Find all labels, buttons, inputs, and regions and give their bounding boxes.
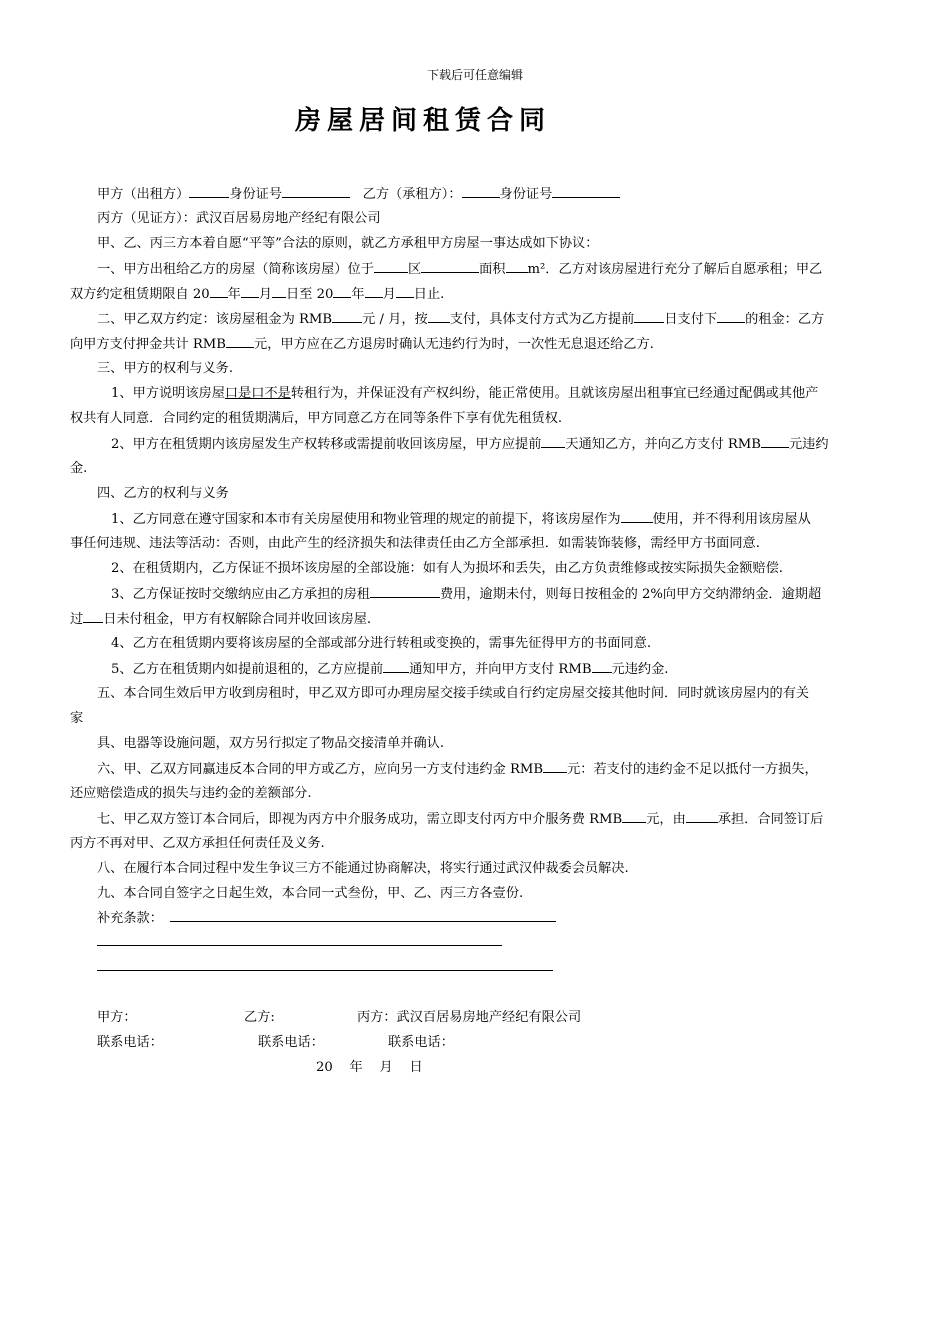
- clause-text: 一、甲方出租给乙方的房屋（简称该房屋）位于: [97, 262, 374, 277]
- clause-text: 面积: [479, 262, 506, 277]
- agency-fee-blank[interactable]: [622, 809, 646, 823]
- clause-text: 年: [351, 287, 365, 302]
- clause-text: 元：若支付的违约金不足以抵付一方损失，: [567, 762, 818, 777]
- deposit-blank[interactable]: [226, 334, 254, 348]
- payment-cycle-blank[interactable]: [428, 309, 450, 323]
- clause-5-line-2: 家: [70, 711, 84, 726]
- fees-blank[interactable]: [370, 584, 440, 598]
- party-a-id-label: 身份证号: [229, 187, 283, 202]
- clause-text: m²．乙方对该房屋进行充分了解后自愿承租；甲乙: [527, 262, 823, 277]
- clause-3-title: 三、甲方的权利与义务.: [97, 361, 234, 376]
- party-b-id-label: 身份证号: [499, 187, 553, 202]
- clause-4-5: [111, 659, 668, 680]
- clause-text: 使用，并不得利用该房屋从: [652, 512, 811, 527]
- supplement-label: 补充条款：: [97, 911, 163, 926]
- clause-4-1-line-1: [111, 509, 811, 530]
- clause-text: 3、乙方保证按时交缴纳应由乙方承担的房租: [111, 587, 370, 602]
- clause-2-line-2: [70, 334, 654, 355]
- clause-text: 元 / 月，按: [362, 312, 428, 327]
- signing-date: 20 年 月 日: [316, 1060, 423, 1075]
- clause-3-2-line-2: 金.: [70, 461, 88, 476]
- area-blank[interactable]: [506, 259, 528, 273]
- start-month-blank[interactable]: [241, 284, 259, 298]
- breach-penalty-blank[interactable]: [543, 759, 567, 773]
- clause-text: 过: [70, 612, 84, 627]
- party-a-phone-label: 联系电话：: [97, 1035, 163, 1050]
- clause-text: 的租金：乙方: [745, 312, 825, 327]
- clause-text: 天通知乙方，并向乙方支付 RMB: [565, 437, 761, 452]
- end-month-blank[interactable]: [365, 284, 383, 298]
- clause-text: 日至 20: [286, 287, 334, 302]
- clause-text: 1、乙方同意在遵守国家和本市有关房屋使用和物业管理的规定的前提下，将该房屋作为: [111, 512, 621, 527]
- document-title: 房屋居间租赁合同: [294, 106, 551, 136]
- party-c-signature-label: 丙方：武汉百居易房地产经纪有限公司: [357, 1010, 582, 1025]
- start-day-blank[interactable]: [272, 284, 286, 298]
- clause-7-line-1: [97, 809, 823, 830]
- clause-7-line-2: 丙方不再对甲、乙双方承担任何责任及义务.: [70, 836, 325, 851]
- clause-6-line-1: [97, 759, 818, 780]
- party-c-line: 丙方（见证方）：武汉百居易房地产经纪有限公司: [97, 211, 381, 226]
- clause-2-line-1: [97, 309, 824, 330]
- supplement-blank-1[interactable]: [170, 921, 556, 922]
- landlord-penalty-blank[interactable]: [761, 434, 789, 448]
- clause-text: 通知甲方，并向甲方支付 RMB: [409, 662, 592, 677]
- end-year-blank[interactable]: [333, 284, 351, 298]
- clause-4-2: 2、在租赁期内，乙方保证不损坏该房屋的全部设施：如有人为损坏和丢失，由乙方负责维修或按实际损失金额赔偿.: [111, 561, 783, 576]
- clause-text: 年: [227, 287, 241, 302]
- clause-text: 元，甲方应在乙方退房时确认无违约行为时，一次性无息退还给乙方.: [254, 337, 654, 352]
- clause-text: 承担．合同签订后: [717, 812, 824, 827]
- clause-4-4: 4、乙方在租赁期内要将该房屋的全部或部分进行转租或变换的，需事先征得甲方的书面同意.: [111, 636, 652, 651]
- clause-text: 费用，逾期未付，则每日按租金的 2%向甲方交纳滞纳金．逾期超: [439, 587, 822, 602]
- clause-6-line-2: 还应赔偿造成的损失与违约金的差额部分.: [70, 786, 312, 801]
- clause-text: 1、甲方说明该房屋: [111, 386, 225, 401]
- clause-text: 2、甲方在租赁期内该房屋发生产权转移或需提前收回该房屋，甲方应提前: [111, 437, 542, 452]
- parties-line: [97, 184, 620, 205]
- intro-paragraph: 甲、乙、丙三方本着自愿“平等”合法的原则，就乙方承租甲方房屋一事达成如下协议：: [97, 236, 599, 251]
- clause-8: 八、在履行本合同过程中发生争议三方不能通过协商解决，将实行通过武汉仲裁委会员解决.: [97, 861, 629, 876]
- clause-text: 元违约: [788, 437, 829, 452]
- clause-3-2-line-1: [111, 434, 829, 455]
- clause-text: 月: [382, 287, 396, 302]
- usage-purpose-blank[interactable]: [621, 509, 653, 523]
- sublet-checkbox-option[interactable]: 口是口不是: [224, 386, 291, 401]
- district-blank[interactable]: [374, 259, 408, 273]
- clause-1-line-2: [70, 284, 444, 305]
- header-note: 下载后可任意编辑: [426, 68, 523, 82]
- overdue-days-blank[interactable]: [83, 609, 103, 623]
- clause-4-1-line-2: 事任何违规、违法等活动：否则，由此产生的经济损失和法律责任由乙方全部承担．如需装饰装修，需经甲方书面同意.: [70, 536, 760, 551]
- rent-amount-blank[interactable]: [332, 309, 362, 323]
- clause-text: 区: [407, 262, 422, 277]
- end-day-blank[interactable]: [396, 284, 414, 298]
- party-b-signature-label: 乙方:: [244, 1010, 275, 1025]
- party-a-id-blank[interactable]: [282, 184, 350, 198]
- notice-days-blank[interactable]: [541, 434, 565, 448]
- advance-days-blank[interactable]: [634, 309, 664, 323]
- start-year-blank[interactable]: [210, 284, 228, 298]
- clause-4-title: 四、乙方的权利与义务: [97, 486, 229, 501]
- clause-text: 支付，具体支付方式为乙方提前: [449, 312, 635, 327]
- supplement-blank-3[interactable]: [97, 970, 553, 971]
- clause-text: 元违约金.: [611, 662, 669, 677]
- party-b-phone-label: 联系电话：: [258, 1035, 324, 1050]
- party-b-id-blank[interactable]: [552, 184, 620, 198]
- party-c-phone-label: 联系电话：: [388, 1035, 454, 1050]
- tenant-notice-blank[interactable]: [383, 659, 409, 673]
- clause-text: 日支付下: [664, 312, 718, 327]
- clause-text: 元，由: [646, 812, 686, 827]
- clause-text: 月: [258, 287, 273, 302]
- clause-text: 二、甲乙双方约定：该房屋租金为 RMB: [97, 312, 333, 327]
- clause-text: 七、甲乙双方签订本合同后，即视为丙方中介服务成功，需立即支付丙方中介服务费 RMB: [97, 812, 623, 827]
- clause-text: 六、甲、乙双方同赢违反本合同的甲方或乙方，应向另一方支付违约金 RMB: [97, 762, 544, 777]
- fee-payer-blank[interactable]: [686, 809, 718, 823]
- party-b-label: 乙方（承租方）：: [362, 187, 462, 202]
- clause-3-1-line-2: 权共有人同意．合同约定的租赁期满后，甲方同意乙方在同等条件下享有优先租赁权.: [70, 411, 563, 426]
- next-period-blank[interactable]: [717, 309, 745, 323]
- clause-text: 5、乙方在租赁期内如提前退租的，乙方应提前: [111, 662, 384, 677]
- party-a-signature-label: 甲方：: [97, 1010, 137, 1025]
- party-a-name-blank[interactable]: [189, 184, 229, 198]
- supplement-blank-2[interactable]: [97, 945, 502, 946]
- clause-3-1-line-1: [111, 384, 818, 404]
- location-blank[interactable]: [421, 259, 479, 273]
- clause-text: 双方约定租赁期限自 20: [70, 287, 210, 302]
- party-a-label: 甲方（出租方）: [97, 187, 190, 202]
- clause-5-line-1: 五、本合同生效后甲方收到房租时，甲乙双方即可办理房屋交接手续或自行约定房屋交接其他时间．同时就该房屋内的有关: [97, 686, 810, 701]
- clause-5-line-3: 具、电器等设施问题，双方另行拟定了物品交接清单并确认.: [97, 736, 445, 751]
- clause-text: 转租行为，并保证没有产权纠纷，能正常使用。且就该房屋出租事宜已经通过配偶或其他产: [290, 386, 819, 401]
- party-b-name-blank[interactable]: [462, 184, 500, 198]
- clause-4-3-line-2: [70, 609, 371, 630]
- clause-text: 向甲方支付押金共计 RMB: [70, 337, 227, 352]
- clause-9: 九、本合同自签字之日起生效，本合同一式叁份，甲、乙、丙三方各壹份.: [97, 886, 524, 901]
- clause-1-line-1: [97, 259, 822, 280]
- tenant-penalty-blank[interactable]: [592, 659, 612, 673]
- clause-4-3-line-1: [111, 584, 821, 605]
- clause-text: 日未付租金，甲方有权解除合同并收回该房屋.: [103, 612, 372, 627]
- clause-text: 日止.: [413, 287, 445, 302]
